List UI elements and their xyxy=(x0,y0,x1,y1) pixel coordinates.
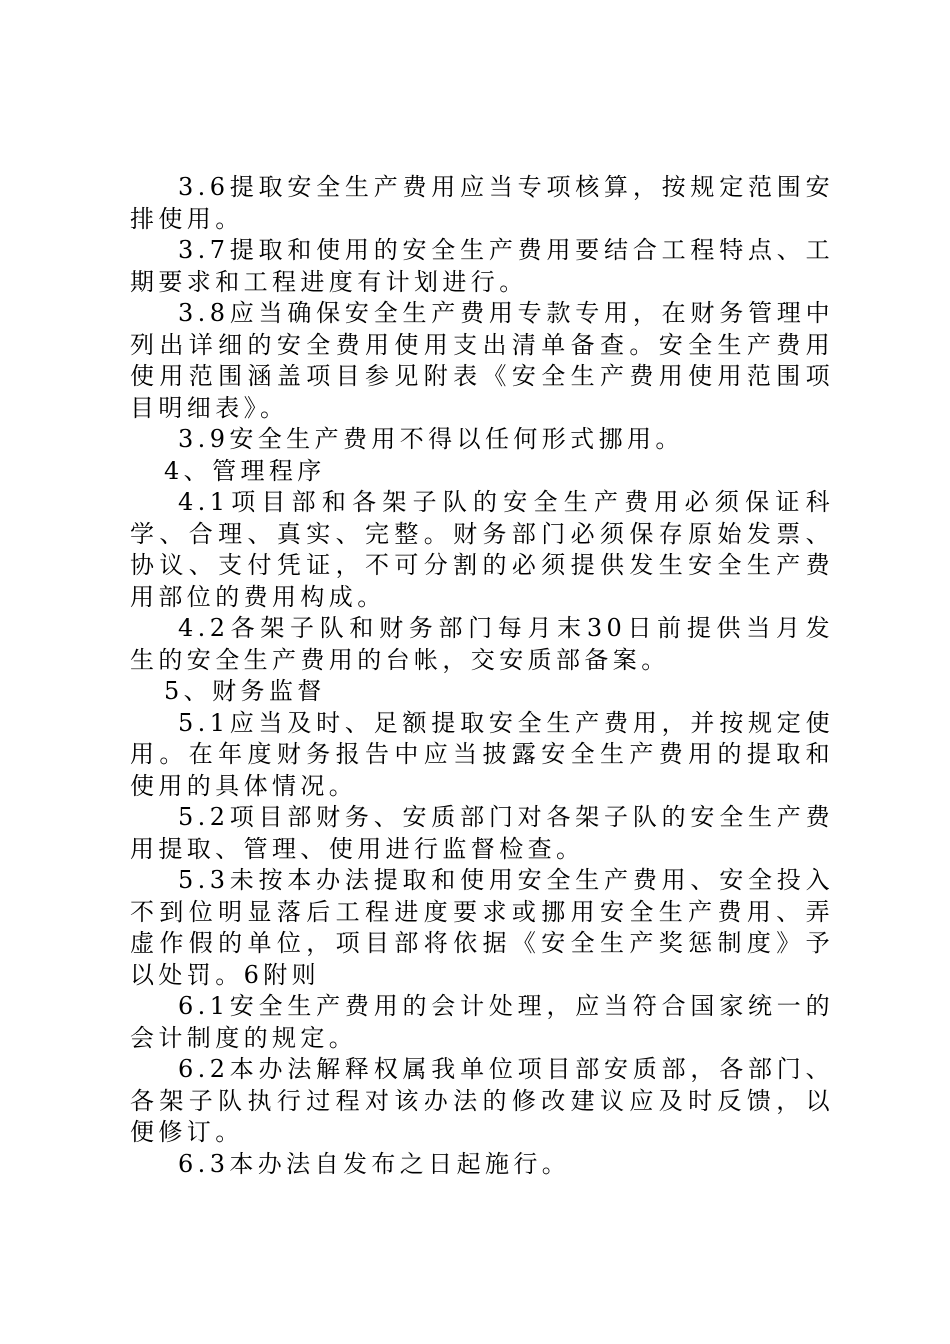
paragraph-4-2: 4.2各架子队和财务部门每月末30日前提供当月发生的安全生产费用的台帐，交安质部备案。 xyxy=(130,614,834,674)
paragraph-3-6: 3.6提取安全生产费用应当专项核算，按规定范围安排使用。 xyxy=(130,173,834,233)
paragraph-5-3: 5.3未按本办法提取和使用安全生产费用、安全投入不到位明显落后工程进度要求或挪用安全生产费用、弄虚作假的单位，项目部将依据《安全生产奖惩制度》予以处罚。6附则 xyxy=(130,866,834,989)
paragraph-6-3: 6.3本办法自发布之日起施行。 xyxy=(178,1149,571,1178)
paragraph-4-1: 4.1项目部和各架子队的安全生产费用必须保证科学、合理、真实、完整。财务部门必须保存原始发票、协议、支付凭证，不可分割的必须提供发生安全生产费用部位的费用构成。 xyxy=(130,488,834,611)
section-heading-5: 5、财务监督 xyxy=(164,677,326,705)
section-heading-4: 4、管理程序 xyxy=(164,456,326,485)
paragraph-6-1: 6.1安全生产费用的会计处理，应当符合国家统一的会计制度的规定。 xyxy=(130,992,834,1052)
paragraph-5-1: 5.1应当及时、足额提取安全生产费用，并按规定使用。在年度财务报告中应当披露安全生产费用的提取和使用的具体情况。 xyxy=(130,708,834,800)
paragraph-5-2: 5.2项目部财务、安质部门对各架子队的安全生产费用提取、管理、使用进行监督检查。 xyxy=(130,803,834,863)
paragraph-3-9: 3.9安全生产费用不得以任何形式挪用。 xyxy=(178,425,684,453)
paragraph-6-2: 6.2本办法解释权属我单位项目部安质部，各部门、各架子队执行过程对该办法的修改建议应及时反馈，以便修订。 xyxy=(130,1055,834,1146)
document-body xyxy=(130,172,834,1180)
paragraph-3-8: 3.8应当确保安全生产费用专款专用，在财务管理中列出详细的安全费用使用支出清单备查。安全生产费用使用范围涵盖项目参见附表《安全生产费用使用范围项目明细表》。 xyxy=(130,299,834,422)
paragraph-3-7: 3.7提取和使用的安全生产费用要结合工程特点、工期要求和工程进度有计划进行。 xyxy=(130,236,834,296)
